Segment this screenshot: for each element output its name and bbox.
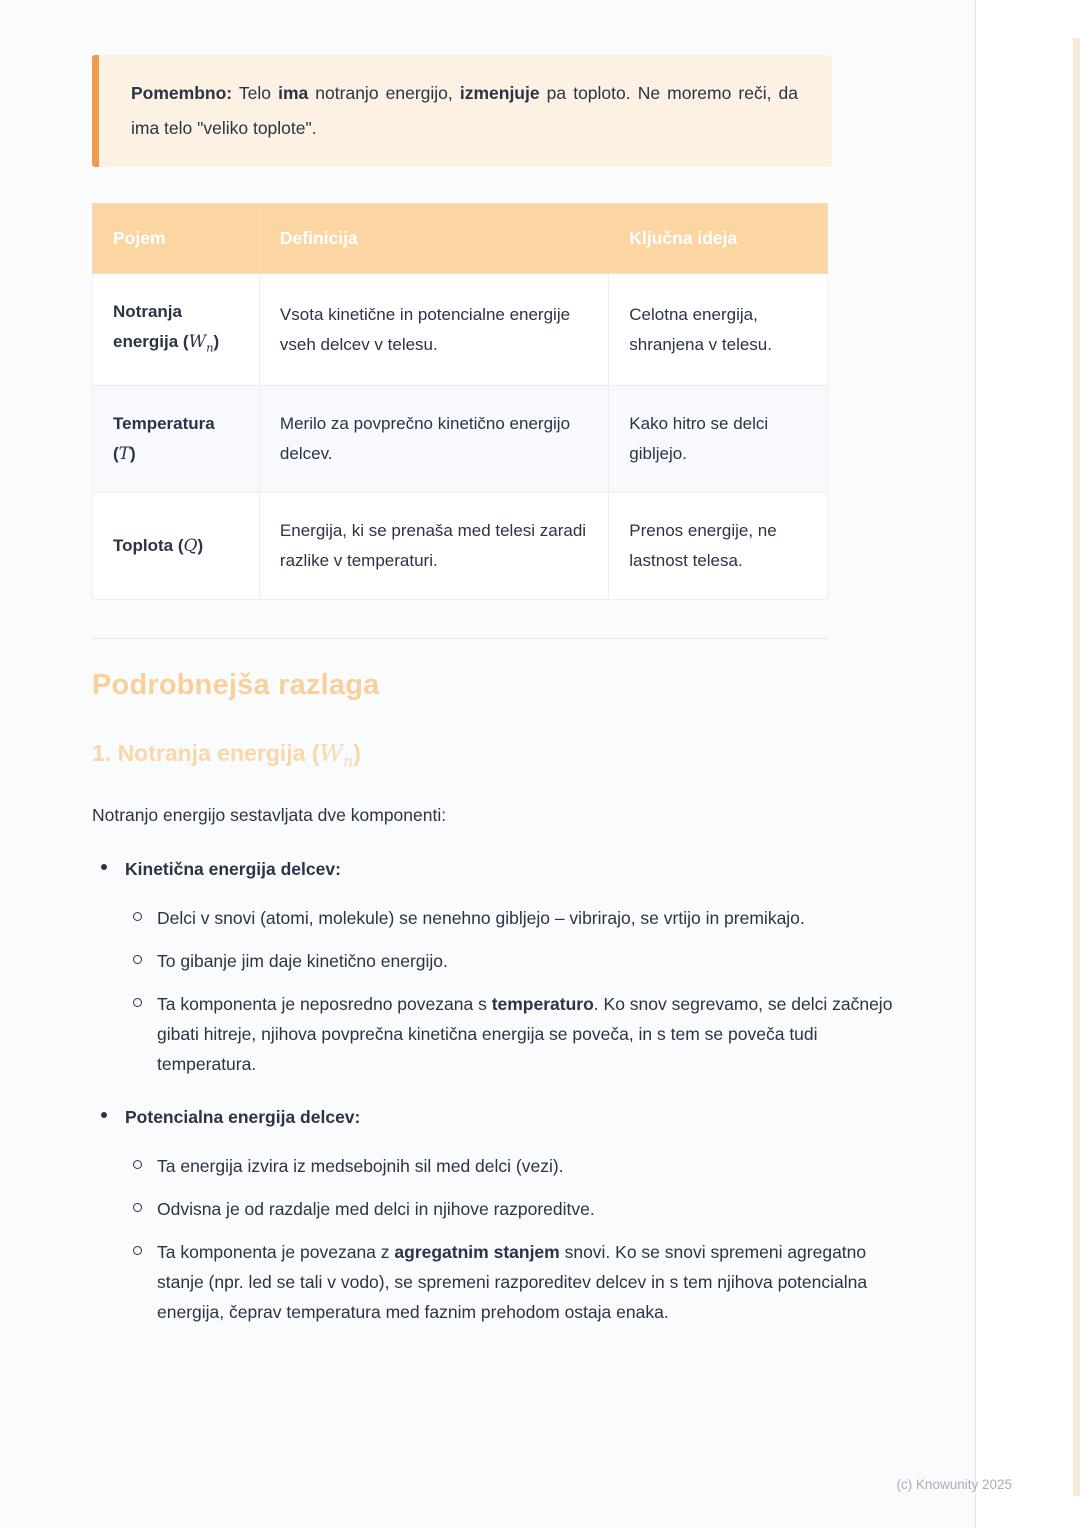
- potential-sublist: [125, 1151, 912, 1327]
- list-item: Ta komponenta je povezana z agregatnim stanjem snovi. Ko se snovi spremeni agregatno stanje (npr. led se tali v vodo), se spremeni razporeditev delcev in s tem njihova potencialna energija, čeprav temperatura med faznim prehodom ostaja enaka.: [125, 1237, 912, 1327]
- kinetic-title: Kinetična energija delcev:: [125, 858, 341, 879]
- table-header-row: [93, 204, 828, 274]
- callout-text: Pomembno: Telo ima notranjo energijo, izmenjuje pa toploto. Ne moremo reči, da ima telo "veliko toplote".: [131, 83, 799, 138]
- list-item: Delci v snovi (atomi, molekule) se nenehno gibljejo – vibrirajo, se vrtijo in premikajo.: [125, 903, 912, 933]
- idea-cell: Prenos energije, ne lastnost telesa.: [609, 493, 828, 600]
- idea-cell: Celotna energija, shranjena v telesu.: [609, 274, 828, 386]
- definition-cell: Energija, ki se prenaša med telesi zaradi razlike v temperaturi.: [259, 493, 608, 600]
- definition-cell: Vsota kinetične in potencialne energije vseh delcev v telesu.: [259, 274, 608, 386]
- term-cell: Temperatura (T): [93, 386, 260, 493]
- potential-title: Potencialna energija delcev:: [125, 1106, 361, 1127]
- definition-cell: Merilo za povprečno kinetično energijo delcev.: [259, 386, 608, 493]
- term-cell: Notranja energija $(W_n)$: [93, 274, 260, 386]
- next-page-edge: [1073, 38, 1080, 1496]
- page-right-margin: [975, 0, 1080, 1528]
- list-item: Ta komponenta je neposredno povezana s temperaturo. Ko snov segrevamo, se delci začnejo gibati hitreje, njihova povprečna kinetična energija se poveča, in s tem se poveča tudi temperatura.: [125, 989, 912, 1079]
- list-item: To gibanje jim daje kinetično energijo.: [125, 946, 912, 976]
- list-item-potential: [92, 1105, 912, 1327]
- document-content: [92, 55, 912, 1327]
- table-header-pojem: Pojem: [93, 204, 260, 274]
- important-callout: [92, 55, 832, 167]
- list-item: Odvisna je od razdalje med delci in njihove razporeditve.: [125, 1194, 912, 1224]
- kinetic-sublist: [125, 903, 912, 1079]
- subsection-title: 1. Notranja energija $(W_n)$: [92, 740, 361, 771]
- term-cell: Toplota (Q): [93, 493, 260, 600]
- section-title: Podrobnejša razlaga: [92, 669, 380, 702]
- intro-paragraph: Notranjo energijo sestavljata dve komponenti:: [92, 804, 447, 825]
- table-row-notranja-energija: [93, 274, 828, 386]
- table-row-toplota: [93, 493, 828, 600]
- idea-cell: Kako hitro se delci gibljejo.: [609, 386, 828, 493]
- copyright-notice: (c) Knowunity 2025: [896, 1477, 1012, 1492]
- concepts-table: [92, 203, 828, 600]
- table-header-kljucna-ideja: Ključna ideja: [609, 204, 828, 274]
- table-header-definicija: Definicija: [259, 204, 608, 274]
- components-list: [92, 857, 912, 1327]
- list-item-kinetic: [92, 857, 912, 1079]
- table-row-temperatura: [93, 386, 828, 493]
- section-divider: [92, 638, 828, 639]
- list-item: Ta energija izvira iz medsebojnih sil med delci (vezi).: [125, 1151, 912, 1181]
